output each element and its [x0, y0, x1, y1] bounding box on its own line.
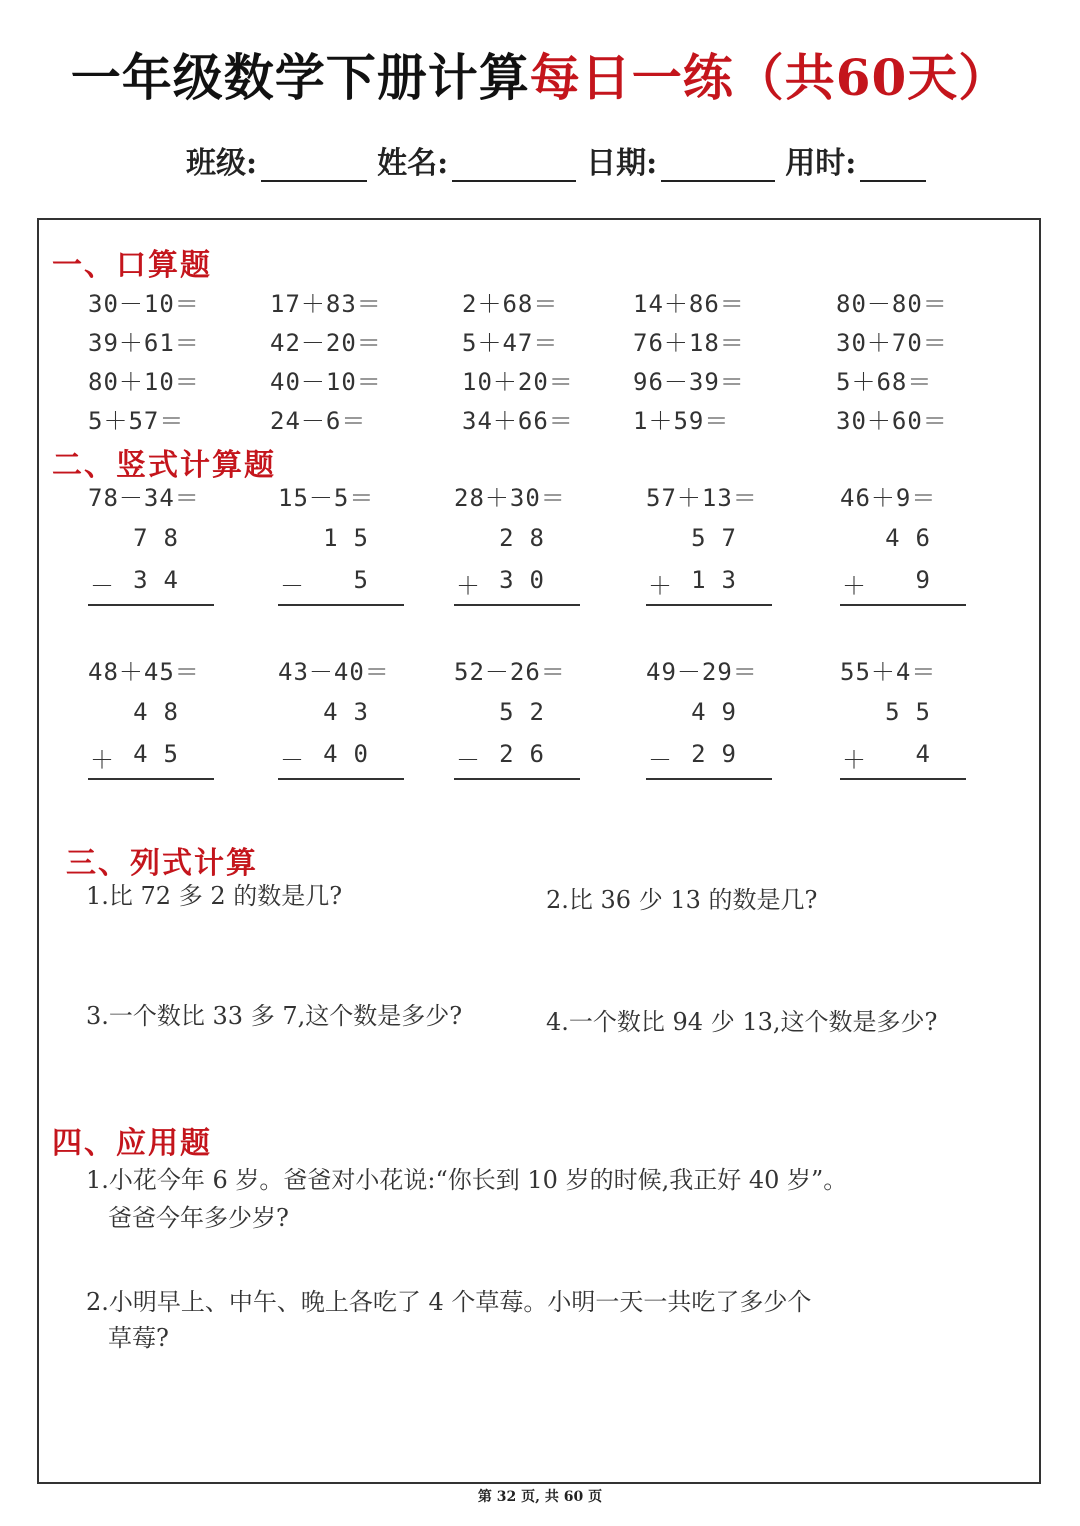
vertical-calc-work	[840, 524, 966, 604]
vertical-bottom-number: 30	[499, 566, 560, 594]
vertical-calc-work	[88, 698, 214, 778]
vertical-operator: ＋	[648, 572, 672, 600]
vertical-operator: ＋	[456, 572, 480, 600]
vertical-bottom-number: 40	[323, 740, 384, 768]
vertical-top-number: 55	[885, 698, 946, 726]
oral-calc-item: 96－39＝	[633, 368, 745, 396]
section3-question-4: 4.一个数比 94 少 13,这个数是多少?	[546, 1008, 938, 1036]
oral-calc-item: 40－10＝	[270, 368, 382, 396]
oral-calc-item: 1＋59＝	[633, 407, 730, 435]
vertical-calc-expression: 43－40＝	[278, 658, 390, 686]
class-field[interactable]	[186, 138, 367, 182]
vertical-calc-work	[88, 524, 214, 604]
vertical-calc-expression: 52－26＝	[454, 658, 566, 686]
vertical-answer-line	[88, 778, 214, 780]
oral-calc-item: 24－6＝	[270, 407, 367, 435]
oral-calc-item: 17＋83＝	[270, 290, 382, 318]
class-blank[interactable]	[261, 150, 367, 182]
name-label: 姓名:	[377, 146, 449, 181]
oral-calc-item: 76＋18＝	[633, 329, 745, 357]
vertical-top-number: 43	[323, 698, 384, 726]
oral-calc-item: 39＋61＝	[88, 329, 200, 357]
section4-title: 四、应用题	[52, 1126, 212, 1161]
section1-title: 一、口算题	[52, 248, 212, 283]
vertical-top-number: 49	[691, 698, 752, 726]
vertical-bottom-number: 4	[915, 740, 946, 768]
title-black-part: 一年级数学下册计算	[70, 48, 530, 107]
vertical-calc-work	[454, 524, 580, 604]
section4-question-2-line2: 草莓?	[108, 1324, 169, 1352]
vertical-calc-work	[278, 698, 404, 778]
page-title	[0, 38, 1080, 110]
vertical-bottom-number: 29	[691, 740, 752, 768]
vertical-answer-line	[840, 778, 966, 780]
oral-calc-item: 14＋86＝	[633, 290, 745, 318]
oral-calc-item: 80＋10＝	[88, 368, 200, 396]
section4-question-2-line1: 2.小明早上、中午、晚上各吃了 4 个草莓。小明一天一共吃了多少个	[86, 1288, 812, 1316]
vertical-operator: －	[280, 746, 304, 774]
section2-title: 二、竖式计算题	[52, 448, 276, 483]
time-label: 用时:	[785, 146, 857, 181]
vertical-answer-line	[454, 778, 580, 780]
vertical-top-number: 46	[885, 524, 946, 552]
vertical-operator: －	[90, 572, 114, 600]
name-field[interactable]	[377, 138, 576, 182]
section3-question-2: 2.比 36 少 13 的数是几?	[546, 886, 818, 914]
vertical-bottom-number: 13	[691, 566, 752, 594]
vertical-answer-line	[646, 778, 772, 780]
vertical-answer-line	[454, 604, 580, 606]
vertical-bottom-number: 45	[133, 740, 194, 768]
vertical-operator: ＋	[842, 746, 866, 774]
class-label: 班级:	[186, 146, 258, 181]
vertical-answer-line	[840, 604, 966, 606]
vertical-calc-expression: 57＋13＝	[646, 484, 758, 512]
vertical-top-number: 28	[499, 524, 560, 552]
vertical-answer-line	[88, 604, 214, 606]
oral-calc-item: 80－80＝	[836, 290, 948, 318]
vertical-top-number: 78	[133, 524, 194, 552]
vertical-bottom-number: 5	[353, 566, 384, 594]
vertical-calc-work	[454, 698, 580, 778]
section4-question-1-line2: 爸爸今年多少岁?	[108, 1204, 289, 1232]
vertical-top-number: 52	[499, 698, 560, 726]
vertical-bottom-number: 34	[133, 566, 194, 594]
date-blank[interactable]	[661, 150, 775, 182]
oral-calc-item: 2＋68＝	[462, 290, 559, 318]
vertical-answer-line	[646, 604, 772, 606]
vertical-top-number: 57	[691, 524, 752, 552]
vertical-bottom-number: 26	[499, 740, 560, 768]
vertical-calc-expression: 15－5＝	[278, 484, 375, 512]
oral-calc-item: 30＋70＝	[836, 329, 948, 357]
vertical-calc-expression: 46＋9＝	[840, 484, 937, 512]
vertical-operator: ＋	[842, 572, 866, 600]
vertical-top-number: 15	[323, 524, 384, 552]
section3-title: 三、列式计算	[66, 846, 258, 881]
vertical-calc-expression: 78－34＝	[88, 484, 200, 512]
oral-calc-item: 30－10＝	[88, 290, 200, 318]
vertical-calc-work	[840, 698, 966, 778]
title-red-part: 每日一练（共60天）	[529, 48, 1010, 107]
section4-question-1-line1: 1.小花今年 6 岁。爸爸对小花说:“你长到 10 岁的时候,我正好 40 岁”。	[86, 1166, 848, 1194]
oral-calc-item: 5＋47＝	[462, 329, 559, 357]
vertical-calc-expression: 49－29＝	[646, 658, 758, 686]
vertical-bottom-number: 9	[915, 566, 946, 594]
vertical-calc-expression: 28＋30＝	[454, 484, 566, 512]
date-field[interactable]	[586, 138, 775, 182]
time-blank[interactable]	[860, 150, 926, 182]
date-label: 日期:	[586, 146, 658, 181]
time-field[interactable]	[785, 138, 926, 182]
section3-question-1: 1.比 72 多 2 的数是几?	[86, 882, 343, 910]
vertical-answer-line	[278, 604, 404, 606]
vertical-operator: －	[648, 746, 672, 774]
oral-calc-item: 30＋60＝	[836, 407, 948, 435]
vertical-operator: ＋	[90, 746, 114, 774]
vertical-answer-line	[278, 778, 404, 780]
vertical-calc-work	[278, 524, 404, 604]
name-blank[interactable]	[452, 150, 576, 182]
oral-calc-item: 34＋66＝	[462, 407, 574, 435]
oral-calc-item: 42－20＝	[270, 329, 382, 357]
vertical-calc-expression: 55＋4＝	[840, 658, 937, 686]
info-row	[186, 138, 936, 182]
oral-calc-item: 5＋57＝	[88, 407, 185, 435]
vertical-calc-work	[646, 698, 772, 778]
vertical-operator: －	[456, 746, 480, 774]
oral-calc-item: 10＋20＝	[462, 368, 574, 396]
vertical-operator: －	[280, 572, 304, 600]
vertical-calc-expression: 48＋45＝	[88, 658, 200, 686]
oral-calc-item: 5＋68＝	[836, 368, 933, 396]
vertical-top-number: 48	[133, 698, 194, 726]
section3-question-3: 3.一个数比 33 多 7,这个数是多少?	[86, 1002, 463, 1030]
page-footer: 第 32 页, 共 60 页	[477, 1489, 603, 1505]
vertical-calc-work	[646, 524, 772, 604]
